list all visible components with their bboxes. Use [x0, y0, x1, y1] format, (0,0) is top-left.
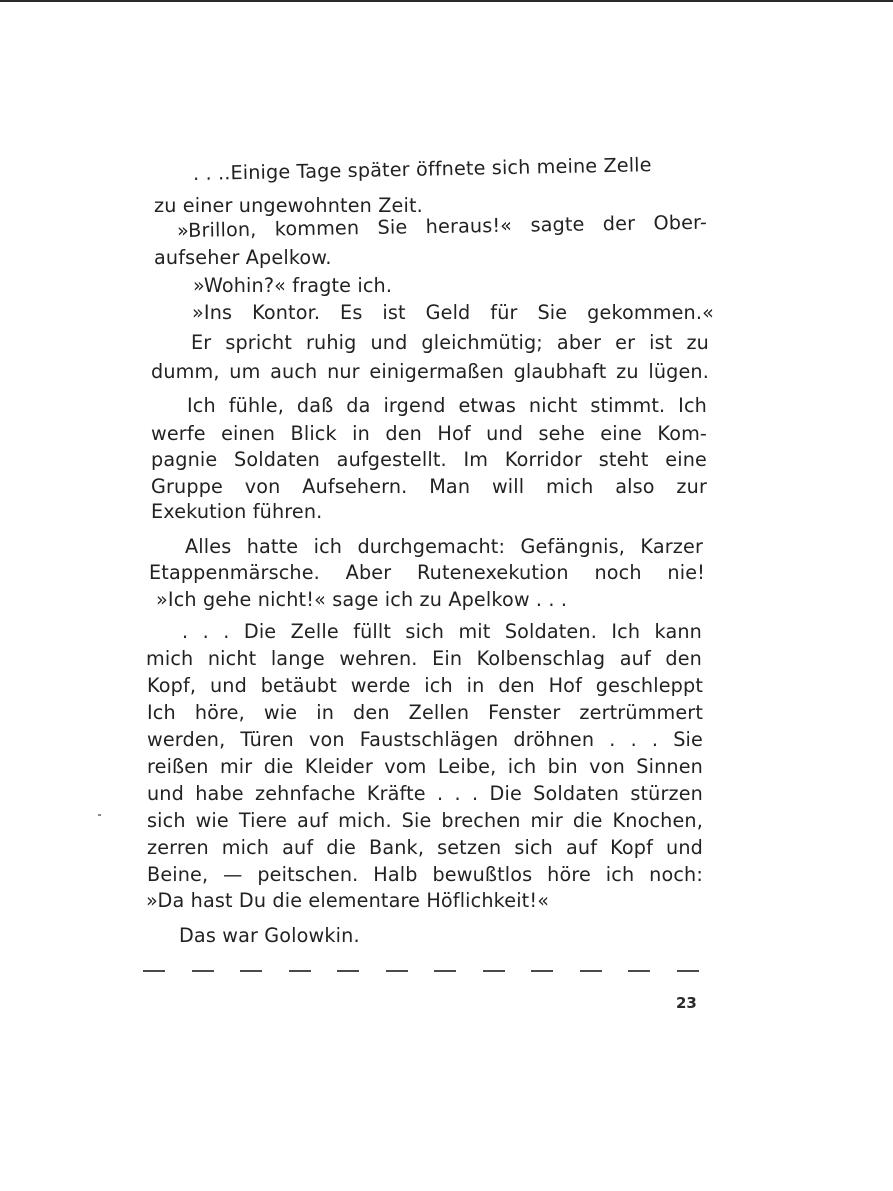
text-line: Er spricht ruhig und gleichmütig; aber er ist zu: [191, 331, 709, 354]
separator-dash: [337, 970, 359, 972]
text-line: reißen mir die Kleider vom Leibe, ich bin von Sinnen: [147, 755, 703, 778]
text-line: Gruppe von Aufsehern. Man will mich also zur: [151, 475, 707, 498]
text-line: »Wohin?« fragte ich.: [193, 274, 393, 297]
text-line: Etappenmärsche. Aber Rutenexekution noch nie!: [149, 561, 705, 584]
top-border-rule: [0, 0, 893, 2]
text-line: pagnie Soldaten aufgestellt. Im Korridor steht eine: [151, 448, 707, 471]
separator-dash: [143, 970, 165, 972]
text-line: Kopf, und betäubt werde ich in den Hof geschleppt: [147, 674, 703, 697]
separator-dash: [677, 970, 699, 972]
text-line: zerren mich auf die Bank, setzen sich auf Kopf und: [147, 836, 703, 859]
text-line: . . ..Einige Tage später öffnete sich meine Zelle: [192, 153, 652, 185]
separator-dash: [628, 970, 650, 972]
separator-dash: [386, 970, 408, 972]
separator-dash: [483, 970, 505, 972]
text-line: dumm, um auch nur einigermaßen glaubhaft zu lügen.: [151, 360, 709, 383]
text-line: »Da hast Du die elementare Höflichkeit!«: [146, 889, 550, 912]
text-line: mich nicht lange wehren. Ein Kolbenschlag auf den: [146, 647, 702, 670]
scan-speck: [98, 814, 101, 816]
text-line: werfe einen Blick in den Hof und sehe eine Kom-: [151, 422, 707, 445]
text-line: zu einer ungewohnten Zeit.: [154, 194, 423, 217]
text-line: Beine, — peitschen. Halb bewußtlos höre ich noch:: [147, 863, 703, 886]
separator-dash: [289, 970, 311, 972]
separator-dash: [580, 970, 602, 972]
text-line: Alles hatte ich durchgemacht: Gefängnis, Karzer: [185, 535, 703, 558]
page-number: 23: [676, 994, 697, 1012]
text-line: sich wie Tiere auf mich. Sie brechen mir die Knochen,: [147, 809, 703, 832]
text-line: »Ich gehe nicht!« sage ich zu Apelkow . . .: [156, 588, 568, 611]
text-line: . . . Die Zelle füllt sich mit Soldaten. Ich kann: [182, 620, 702, 643]
dashed-separator: [143, 968, 699, 974]
text-line: »Ins Kontor. Es ist Geld für Sie gekommen.«: [192, 301, 714, 324]
text-line: werden, Türen von Faustschlägen dröhnen . . . Sie: [147, 728, 703, 751]
separator-dash: [434, 970, 456, 972]
separator-dash: [192, 970, 214, 972]
text-line: Ich fühle, daß da irgend etwas nicht stimmt. Ich: [187, 394, 707, 417]
text-line: Ich höre, wie in den Zellen Fenster zertrümmert: [147, 701, 703, 724]
text-line: aufseher Apelkow.: [154, 246, 332, 269]
text-line: und habe zehnfache Kräfte . . . Die Soldaten stürzen: [147, 782, 703, 805]
separator-dash: [240, 970, 262, 972]
separator-dash: [531, 970, 553, 972]
text-line: »Brillon, kommen Sie heraus!« sagte der Ober-: [176, 210, 708, 242]
text-line: Das war Golowkin.: [179, 924, 360, 947]
text-line: Exekution führen.: [151, 500, 323, 523]
